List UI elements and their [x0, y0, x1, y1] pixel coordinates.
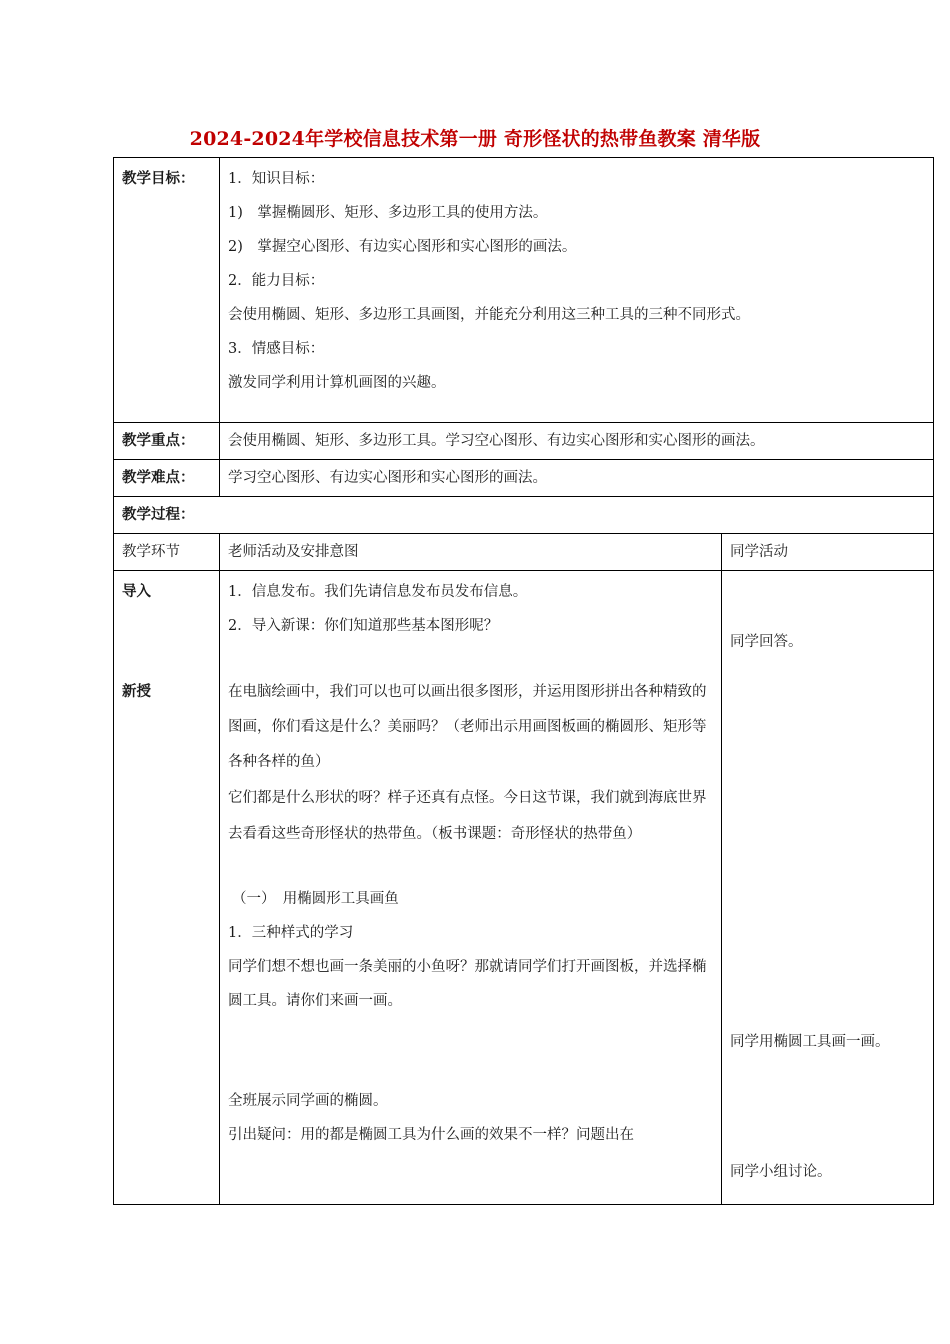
objective-line-6: 3．情感目标：: [228, 341, 325, 357]
objective-line-3: 2) 掌握空心图形、有边实心图形和实心图形的画法。: [228, 239, 577, 255]
process-row: [114, 497, 934, 534]
objective-line-5: 会使用椭圆、矩形、多边形工具画图，并能充分利用这三种工具的三种不同形式。: [228, 307, 750, 323]
lesson-plan-table: [113, 157, 934, 1205]
difficulties-label: 教学难点：: [114, 460, 220, 497]
content-row: [114, 571, 934, 1205]
teacher-section-1: （一） 用椭圆形工具画鱼: [232, 891, 399, 907]
student-activity-column: [722, 571, 934, 1205]
objectives-label: 教学目标：: [114, 158, 220, 423]
key-points-row: [114, 423, 934, 460]
teacher-sub-1: 1．三种样式的学习: [228, 925, 354, 941]
stage-new: 新授: [122, 683, 151, 700]
teacher-para-1: 在电脑绘画中，我们可以也可以画出很多图形，并运用图形拼出各种精致的图画，你们看这是什么？美丽吗？（老师出示用画图板画的椭圆形、矩形等各种各样的鱼）: [228, 684, 707, 770]
teacher-intro-1: 1．信息发布。我们先请信息发布员发布信息。: [228, 584, 528, 600]
objective-line-7: 激发同学利用计算机画图的兴趣。: [228, 375, 446, 391]
page-title: 2024-2024年学校信息技术第一册 奇形怪状的热带鱼教案 清华版: [189, 128, 761, 150]
student-answer: 同学回答。: [730, 634, 803, 650]
process-label: 教学过程：: [114, 497, 934, 534]
teacher-activity-column: [220, 571, 722, 1205]
teacher-para-2: 它们都是什么形状的呀？样子还真有点怪。今日这节课，我们就到海底世界去看看这些奇形怪状的热带鱼。（板书课题：奇形怪状的热带鱼）: [228, 790, 707, 842]
teacher-question: 引出疑问：用的都是椭圆工具为什么画的效果不一样？问题出在: [228, 1127, 634, 1143]
header-teacher: 老师活动及安排意图: [220, 534, 722, 571]
teacher-intro-2: 2．导入新课：你们知道那些基本图形呢？: [228, 618, 499, 634]
key-points-content: 会使用椭圆、矩形、多边形工具。学习空心图形、有边实心图形和实心图形的画法。: [220, 423, 934, 460]
student-draw: 同学用椭圆工具画一画。: [730, 1034, 890, 1050]
key-points-label: 教学重点：: [114, 423, 220, 460]
objectives-row: [114, 158, 934, 423]
objective-line-2: 1) 掌握椭圆形、矩形、多边形工具的使用方法。: [228, 205, 548, 221]
header-stage: 教学环节: [114, 534, 220, 571]
teacher-show: 全班展示同学画的椭圆。: [228, 1093, 388, 1109]
stage-intro: 导入: [122, 583, 151, 600]
objective-line-1: 1．知识目标：: [228, 171, 325, 187]
stage-column: [114, 571, 220, 1205]
student-discuss: 同学小组讨论。: [730, 1164, 832, 1180]
teacher-para-3: 同学们想不想也画一条美丽的小鱼呀？那就请同学们打开画图板，并选择椭圆工具。请你们来画一画。: [228, 959, 707, 1009]
objectives-content: [220, 158, 934, 423]
difficulties-content: 学习空心图形、有边实心图形和实心图形的画法。: [220, 460, 934, 497]
header-row: [114, 534, 934, 571]
difficulties-row: [114, 460, 934, 497]
header-student: 同学活动: [722, 534, 934, 571]
objective-line-4: 2．能力目标：: [228, 273, 325, 289]
